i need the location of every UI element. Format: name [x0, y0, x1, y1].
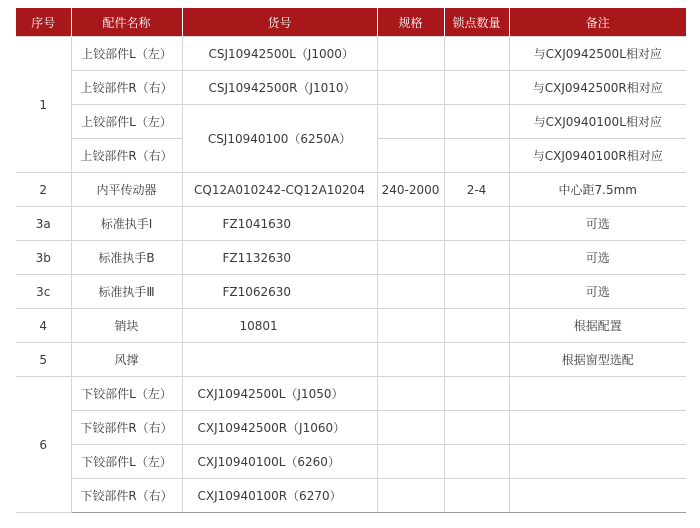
- cell-part-name: 下铰部件L（左）: [71, 377, 182, 411]
- table-row: [16, 479, 686, 513]
- cell-part-name: 风撑: [71, 343, 182, 377]
- cell-part-name: 上铰部件R（右）: [71, 71, 182, 105]
- cell-remark: 可选: [509, 241, 686, 275]
- cell-lock-count: [444, 343, 509, 377]
- parts-table: [16, 8, 686, 513]
- cell-part-name: 上铰部件L（左）: [71, 105, 182, 139]
- cell-part-name: 销块: [71, 309, 182, 343]
- cell-remark: [509, 411, 686, 445]
- cell-item-no: CXJ10942500L（J1050）: [182, 377, 377, 411]
- cell-lock-count: [444, 445, 509, 479]
- cell-spec: [377, 207, 444, 241]
- cell-seq: 1: [16, 37, 71, 173]
- cell-part-name: 上铰部件R（右）: [71, 139, 182, 173]
- cell-part-name: 标准执手Ⅰ: [71, 207, 182, 241]
- cell-lock-count: [444, 37, 509, 71]
- cell-remark: [509, 479, 686, 513]
- cell-lock-count: [444, 71, 509, 105]
- cell-item-no: FZ1132630: [182, 241, 377, 275]
- table-row: [16, 343, 686, 377]
- cell-seq: 6: [16, 377, 71, 513]
- cell-spec: [377, 241, 444, 275]
- cell-spec: [377, 139, 444, 173]
- table-row: [16, 377, 686, 411]
- table-row: [16, 275, 686, 309]
- table-row: [16, 411, 686, 445]
- cell-lock-count: [444, 105, 509, 139]
- table-header: [16, 8, 686, 37]
- cell-spec: [377, 479, 444, 513]
- cell-remark: [509, 377, 686, 411]
- cell-remark: 根据配置: [509, 309, 686, 343]
- cell-item-no: CQ12A010242-CQ12A10204: [182, 173, 377, 207]
- cell-item-no: CSJ10942500R（J1010）: [182, 71, 377, 105]
- table-row: [16, 71, 686, 105]
- header-item-no: 货号: [182, 8, 377, 37]
- cell-remark: [509, 445, 686, 479]
- cell-spec: [377, 275, 444, 309]
- cell-part-name: 标准执手B: [71, 241, 182, 275]
- cell-item-no: FZ1062630: [182, 275, 377, 309]
- cell-lock-count: [444, 479, 509, 513]
- cell-lock-count: [444, 207, 509, 241]
- cell-seq: 4: [16, 309, 71, 343]
- cell-spec: [377, 71, 444, 105]
- cell-lock-count: [444, 309, 509, 343]
- cell-item-no: CXJ10942500R（J1060）: [182, 411, 377, 445]
- cell-part-name: 上铰部件L（左）: [71, 37, 182, 71]
- cell-part-name: 下铰部件L（左）: [71, 445, 182, 479]
- cell-seq: 2: [16, 173, 71, 207]
- cell-remark: 与CXJ0942500R相对应: [509, 71, 686, 105]
- parts-table-container: [16, 8, 686, 513]
- cell-part-name: 下铰部件R（右）: [71, 479, 182, 513]
- cell-remark: 根据窗型选配: [509, 343, 686, 377]
- cell-spec: [377, 343, 444, 377]
- cell-lock-count: [444, 241, 509, 275]
- cell-item-no: CXJ10940100L（6260）: [182, 445, 377, 479]
- cell-remark: 与CXJ0942500L相对应: [509, 37, 686, 71]
- cell-seq: 3a: [16, 207, 71, 241]
- cell-remark: 可选: [509, 275, 686, 309]
- table-row: [16, 309, 686, 343]
- cell-item-no: 10801: [182, 309, 377, 343]
- header-spec: 规格: [377, 8, 444, 37]
- cell-lock-count: [444, 411, 509, 445]
- table-row: [16, 173, 686, 207]
- cell-spec: [377, 105, 444, 139]
- cell-item-no: FZ1041630: [182, 207, 377, 241]
- table-row: [16, 207, 686, 241]
- table-row: [16, 445, 686, 479]
- cell-lock-count: [444, 377, 509, 411]
- cell-part-name: 下铰部件R（右）: [71, 411, 182, 445]
- cell-seq: 3b: [16, 241, 71, 275]
- header-lock-count: 锁点数量: [444, 8, 509, 37]
- header-seq: 序号: [16, 8, 71, 37]
- cell-item-no: CSJ10942500L（J1000）: [182, 37, 377, 71]
- table-row: [16, 37, 686, 71]
- cell-spec: [377, 37, 444, 71]
- cell-lock-count: 2-4: [444, 173, 509, 207]
- table-row: [16, 105, 686, 139]
- cell-lock-count: [444, 139, 509, 173]
- cell-remark: 与CXJ0940100L相对应: [509, 105, 686, 139]
- cell-part-name: 标准执手Ⅲ: [71, 275, 182, 309]
- cell-spec: [377, 309, 444, 343]
- table-row: [16, 241, 686, 275]
- cell-seq: 5: [16, 343, 71, 377]
- cell-spec: [377, 445, 444, 479]
- cell-item-no: [182, 343, 377, 377]
- header-part-name: 配件名称: [71, 8, 182, 37]
- cell-remark: 中心距7.5mm: [509, 173, 686, 207]
- cell-spec: 240-2000: [377, 173, 444, 207]
- cell-spec: [377, 377, 444, 411]
- cell-remark: 与CXJ0940100R相对应: [509, 139, 686, 173]
- header-row: [16, 8, 686, 37]
- cell-remark: 可选: [509, 207, 686, 241]
- cell-lock-count: [444, 275, 509, 309]
- cell-spec: [377, 411, 444, 445]
- cell-seq: 3c: [16, 275, 71, 309]
- cell-part-name: 内平传动器: [71, 173, 182, 207]
- cell-item-no: CXJ10940100R（6270）: [182, 479, 377, 513]
- header-remark: 备注: [509, 8, 686, 37]
- table-body: [16, 37, 686, 513]
- cell-item-no: CSJ10940100（6250A）: [182, 105, 377, 173]
